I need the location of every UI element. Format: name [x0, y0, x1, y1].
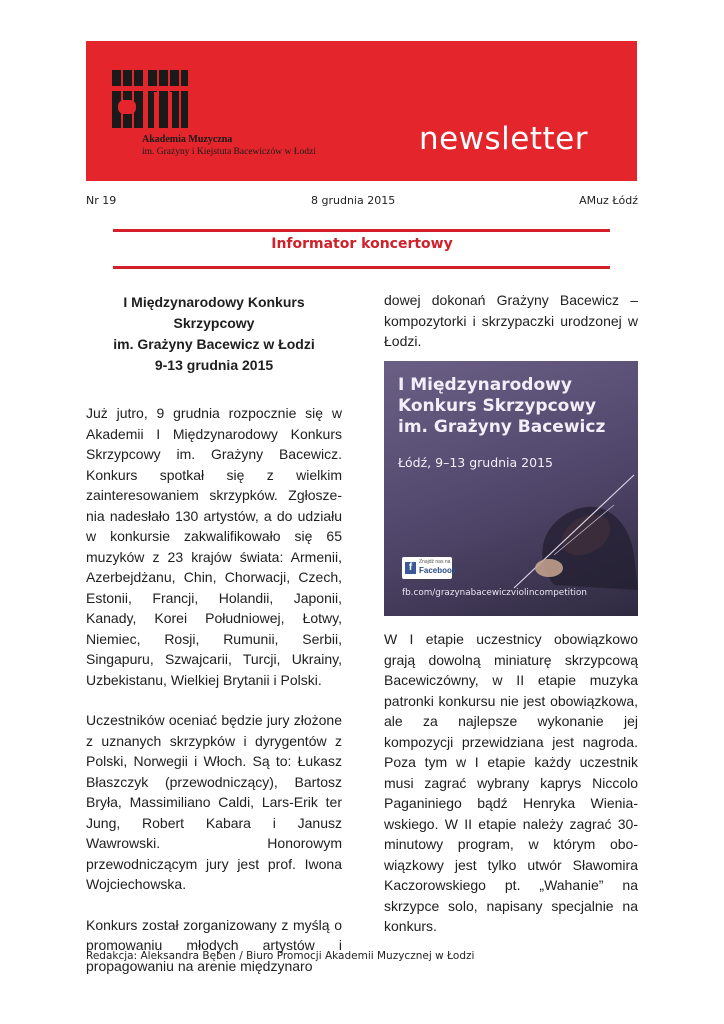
poster-date: Łódź, 9–13 grudnia 2015 — [398, 455, 553, 470]
issue-number: Nr 19 — [86, 194, 117, 207]
poster-title-line: im. Grażyny Bacewicz — [398, 417, 606, 437]
footer-credits: Redakcja: Aleksandra Bęben / Biuro Promocji Akademii Muzycznej w Łodzi — [86, 950, 475, 962]
facebook-label: Facebook — [419, 566, 457, 575]
poster-url: fb.com/grazynabacewiczviolincompetition — [402, 588, 587, 598]
poster-title-line: Konkurs Skrzypcowy — [398, 396, 597, 416]
article-heading — [86, 292, 342, 376]
publisher: AMuz Łódź — [579, 194, 638, 207]
academy-name-line2: im. Grażyny i Kiejstuta Bacewiczów w Łodzi — [142, 147, 316, 157]
heading-line: Skrzypcowy — [173, 315, 255, 331]
right-column-top — [384, 290, 638, 352]
academy-name — [142, 134, 316, 158]
divider-bottom — [113, 266, 610, 269]
paragraph: Uczestników oceniać będzie jury złożone z uznanych skrzypków i dyrygentów z Polski, Norwegii i Włoch. Są to: Łukasz Błaszczyk (przewodniczący), Bartosz Bryła, Massimiliano Caldi, Lars-Erik ter Jung, Robert Kabara i Janusz Wawrowski. Honorowym przewodniczącym jury jest prof. Iwona Wojciechowska. — [86, 712, 342, 892]
divider-top — [113, 229, 610, 232]
competition-poster — [384, 361, 638, 616]
paragraph: Już jutro, 9 grudnia rozpocznie się w Akademii I Międzynarodowy Konkurs Skrzypcowy im. Grażyny Bacewicz. Konkurs spotkał się z wielkim zainteresowaniem skrzypków. Zgłoszenia nadesłało 130 artystów, a do udziału w konkursie zakwalifikowało się 65 muzyków z 23 krajów świata: Armenii, Azerbejdżanu, Chin, Chorwacji, Czech, Estonii, Francji, Holandii, Japonii, Kanady, Korei Południowej, Łotwy, Niemiec, Rosji, Rumunii, Serbii, Singapuru, Szwajcarii, Turcji, Ukrainy, Uzbekistanu, Wielkiej Brytanii i Polski. — [86, 405, 342, 688]
left-column — [86, 403, 342, 976]
paragraph: W I etapie uczestnicy obowiązkowo grają dowolną miniaturę skrzypcową Bacewiczówny, w II etapie muzyka patronki konkursu nie jest obowiązkowa, ale za najlepsze wykonanie jej kompozycji przewidziana jest nagroda. Poza tym w I etapie każdy uczestnik musi zagrać wybrany kaprys Niccolo Paganiniego bądź Henryka Wieniawskiego. W II etapie należy zagrać 30-minutowy program, w którym obowiązkowy jest tylko utwór Sławomira Kaczorowskiego pt. „Wahanie” na skrzypce solo, napisany specjalnie na konkurs. — [384, 631, 638, 934]
newsletter-title: newsletter — [418, 121, 588, 157]
heading-line: im. Grażyny Bacewicz w Łodzi — [113, 336, 315, 352]
heading-line: 9-13 grudnia 2015 — [154, 357, 274, 373]
facebook-icon: f — [405, 562, 416, 574]
facebook-badge — [402, 557, 457, 579]
issue-date: 8 grudnia 2015 — [311, 194, 396, 207]
paragraph: Konkurs został zorganizowany z myślą o promowaniu młodych artystów i propagowaniu na arenie międzynaro — [86, 916, 342, 974]
header-banner — [86, 41, 637, 181]
facebook-small-text: Znajdź nas na — [419, 559, 451, 565]
poster-title — [398, 375, 605, 438]
section-title: Informator koncertowy — [271, 236, 453, 252]
academy-logo-icon — [110, 66, 190, 130]
violinist-image-icon — [494, 465, 638, 590]
heading-line: I Międzynarodowy Konkurs — [123, 294, 305, 310]
poster-title-line: I Międzynarodowy — [398, 375, 572, 395]
academy-name-line1: Akademia Muzyczna — [142, 134, 233, 145]
paragraph: dowej dokonań Grażyny Bacewicz – kompozytorki i skrzypaczki urodzonej w Łodzi. — [384, 292, 638, 349]
right-column-bottom — [384, 629, 638, 937]
